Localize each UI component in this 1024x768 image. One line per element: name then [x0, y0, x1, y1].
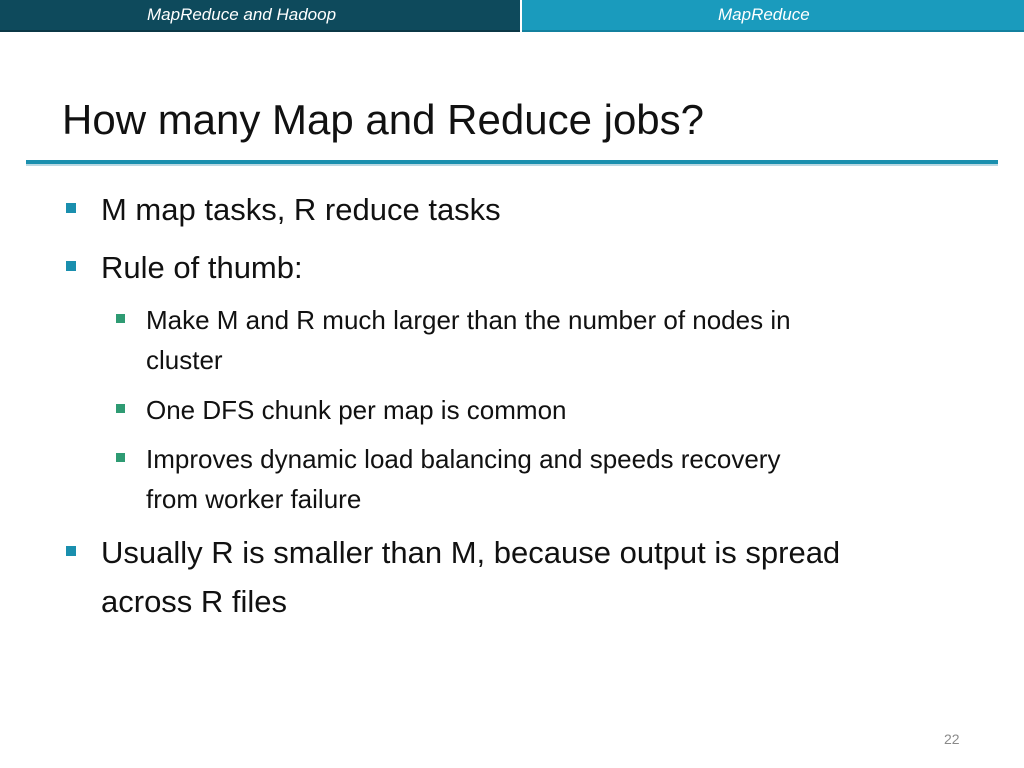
sub-bullet-square-icon	[116, 404, 125, 413]
section-tab[interactable]	[0, 0, 520, 32]
bullet-item: M map tasks, R reduce tasks	[101, 192, 501, 227]
page-number: 22	[944, 731, 960, 747]
sub-bullet-line: from worker failure	[146, 484, 362, 514]
section-tab-label: MapReduce and Hadoop	[147, 5, 337, 24]
bullet-line: Usually R is smaller than M, because output is spread	[101, 535, 841, 570]
sub-bullet-line: Improves dynamic load balancing and speeds recovery	[146, 444, 781, 474]
bullet-square-icon	[66, 546, 76, 556]
topic-tab-label: MapReduce	[718, 5, 810, 24]
sub-bullet-line: cluster	[146, 345, 223, 375]
sub-bullet-line: One DFS chunk per map is common	[146, 395, 567, 425]
bullet-square-icon	[66, 261, 76, 271]
sub-bullet-square-icon	[116, 453, 125, 462]
bullet-square-icon	[66, 203, 76, 213]
bullet-item: Rule of thumb:	[101, 250, 303, 285]
sub-bullet-square-icon	[116, 314, 125, 323]
slide-title: How many Map and Reduce jobs?	[62, 96, 705, 143]
sub-bullet-line: Make M and R much larger than the number of nodes in	[146, 305, 791, 335]
bullet-line: across R files	[101, 584, 288, 619]
header-bar	[0, 0, 1024, 32]
topic-tab[interactable]	[522, 0, 1024, 32]
title-divider	[26, 160, 998, 164]
